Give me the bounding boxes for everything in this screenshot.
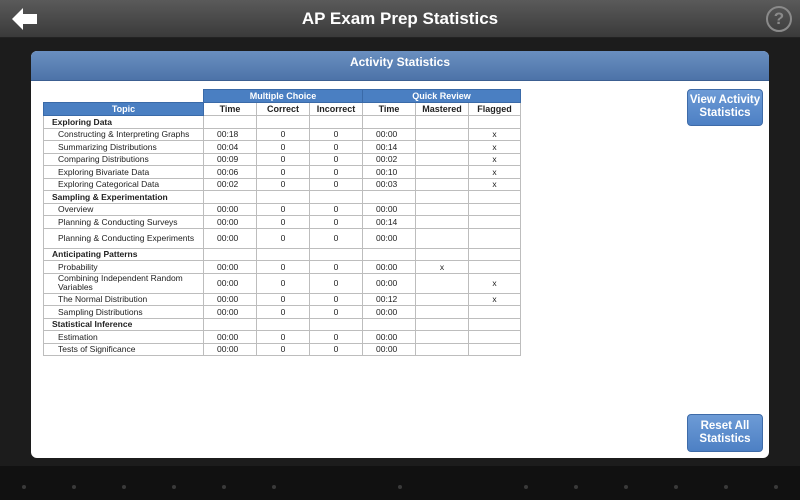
blank-cell bbox=[44, 90, 204, 103]
group-header-row bbox=[44, 90, 521, 103]
column-header-flagged: Flagged bbox=[469, 103, 521, 116]
nav-dot bbox=[674, 485, 678, 489]
section-title: Anticipating Patterns bbox=[44, 248, 204, 261]
incorrect-cell: 0 bbox=[310, 228, 363, 248]
table-row[interactable] bbox=[44, 128, 521, 141]
incorrect-cell: 0 bbox=[310, 261, 363, 274]
empty-cell bbox=[363, 191, 416, 204]
table-row[interactable] bbox=[44, 228, 521, 248]
nav-dot bbox=[774, 485, 778, 489]
reset-all-statistics-button[interactable]: Reset All Statistics bbox=[687, 414, 763, 452]
empty-cell bbox=[469, 248, 521, 261]
topic-cell: Probability bbox=[44, 261, 204, 274]
nav-dot bbox=[524, 485, 528, 489]
nav-dot bbox=[172, 485, 176, 489]
empty-cell bbox=[204, 191, 257, 204]
table-row[interactable] bbox=[44, 178, 521, 191]
empty-cell bbox=[363, 318, 416, 331]
statistics-table-container[interactable] bbox=[43, 89, 523, 365]
flagged-cell: x bbox=[469, 293, 521, 306]
incorrect-cell: 0 bbox=[310, 343, 363, 356]
mc-time-cell: 00:00 bbox=[204, 306, 257, 319]
topic-cell: Combining Independent Random Variables bbox=[44, 273, 204, 293]
mastered-cell bbox=[416, 141, 469, 154]
topic-cell: Overview bbox=[44, 203, 204, 216]
mastered-cell bbox=[416, 293, 469, 306]
column-header-mastered: Mastered bbox=[416, 103, 469, 116]
empty-cell bbox=[310, 116, 363, 129]
activity-statistics-panel bbox=[31, 51, 769, 458]
multiple-choice-header: Multiple Choice bbox=[204, 90, 363, 103]
mastered-cell bbox=[416, 128, 469, 141]
nav-dot bbox=[574, 485, 578, 489]
panel-title: Activity Statistics bbox=[349, 55, 451, 69]
help-icon[interactable]: ? bbox=[766, 6, 792, 32]
empty-cell bbox=[257, 248, 310, 261]
table-row[interactable] bbox=[44, 261, 521, 274]
qr-time-cell: 00:00 bbox=[363, 343, 416, 356]
section-row bbox=[44, 318, 521, 331]
view-activity-statistics-button[interactable]: View Activity Statistics bbox=[687, 89, 763, 126]
mc-time-cell: 00:00 bbox=[204, 331, 257, 344]
mastered-cell bbox=[416, 306, 469, 319]
empty-cell bbox=[416, 318, 469, 331]
topic-cell: Estimation bbox=[44, 331, 204, 344]
mc-time-cell: 00:00 bbox=[204, 261, 257, 274]
incorrect-cell: 0 bbox=[310, 216, 363, 229]
incorrect-cell: 0 bbox=[310, 166, 363, 179]
column-header-incorrect: Incorrect bbox=[310, 103, 363, 116]
mastered-cell: x bbox=[416, 261, 469, 274]
topic-cell: Planning & Conducting Experiments bbox=[44, 228, 204, 248]
mc-time-cell: 00:06 bbox=[204, 166, 257, 179]
incorrect-cell: 0 bbox=[310, 141, 363, 154]
flagged-cell: x bbox=[469, 273, 521, 293]
section-title: Exploring Data bbox=[44, 116, 204, 129]
incorrect-cell: 0 bbox=[310, 331, 363, 344]
mastered-cell bbox=[416, 178, 469, 191]
mc-time-cell: 00:00 bbox=[204, 343, 257, 356]
topic-cell: Comparing Distributions bbox=[44, 153, 204, 166]
mc-time-cell: 00:18 bbox=[204, 128, 257, 141]
flagged-cell bbox=[469, 261, 521, 274]
mc-time-cell: 00:04 bbox=[204, 141, 257, 154]
qr-time-cell: 00:10 bbox=[363, 166, 416, 179]
nav-dot bbox=[272, 485, 276, 489]
correct-cell: 0 bbox=[257, 216, 310, 229]
empty-cell bbox=[416, 248, 469, 261]
empty-cell bbox=[204, 248, 257, 261]
mc-time-cell: 00:00 bbox=[204, 273, 257, 293]
empty-cell bbox=[204, 318, 257, 331]
empty-cell bbox=[257, 191, 310, 204]
empty-cell bbox=[469, 318, 521, 331]
flagged-cell bbox=[469, 343, 521, 356]
section-title: Sampling & Experimentation bbox=[44, 191, 204, 204]
topic-cell: The Normal Distribution bbox=[44, 293, 204, 306]
flagged-cell bbox=[469, 228, 521, 248]
qr-time-cell: 00:14 bbox=[363, 216, 416, 229]
flagged-cell: x bbox=[469, 141, 521, 154]
title-bar bbox=[0, 0, 800, 38]
table-row[interactable] bbox=[44, 166, 521, 179]
flagged-cell bbox=[469, 216, 521, 229]
flagged-cell bbox=[469, 306, 521, 319]
mastered-cell bbox=[416, 216, 469, 229]
mc-time-cell: 00:02 bbox=[204, 178, 257, 191]
mastered-cell bbox=[416, 153, 469, 166]
section-title: Statistical Inference bbox=[44, 318, 204, 331]
flagged-cell: x bbox=[469, 166, 521, 179]
topic-cell: Exploring Categorical Data bbox=[44, 178, 204, 191]
mastered-cell bbox=[416, 228, 469, 248]
correct-cell: 0 bbox=[257, 153, 310, 166]
correct-cell: 0 bbox=[257, 343, 310, 356]
qr-time-cell: 00:02 bbox=[363, 153, 416, 166]
correct-cell: 0 bbox=[257, 203, 310, 216]
flagged-cell: x bbox=[469, 153, 521, 166]
incorrect-cell: 0 bbox=[310, 203, 363, 216]
flagged-cell bbox=[469, 203, 521, 216]
app-title: AP Exam Prep Statistics bbox=[301, 9, 499, 28]
incorrect-cell: 0 bbox=[310, 293, 363, 306]
column-header-row bbox=[44, 103, 521, 116]
mastered-cell bbox=[416, 166, 469, 179]
nav-dot bbox=[222, 485, 226, 489]
incorrect-cell: 0 bbox=[310, 273, 363, 293]
section-row bbox=[44, 248, 521, 261]
incorrect-cell: 0 bbox=[310, 153, 363, 166]
column-header-qr-time: Time bbox=[363, 103, 416, 116]
section-row bbox=[44, 116, 521, 129]
table-row[interactable] bbox=[44, 203, 521, 216]
table-row[interactable] bbox=[44, 306, 521, 319]
topic-cell: Tests of Significance bbox=[44, 343, 204, 356]
table-row[interactable] bbox=[44, 273, 521, 293]
topic-cell: Planning & Conducting Surveys bbox=[44, 216, 204, 229]
correct-cell: 0 bbox=[257, 166, 310, 179]
mc-time-cell: 00:00 bbox=[204, 228, 257, 248]
topic-cell: Constructing & Interpreting Graphs bbox=[44, 128, 204, 141]
qr-time-cell: 00:00 bbox=[363, 128, 416, 141]
empty-cell bbox=[257, 116, 310, 129]
flagged-cell bbox=[469, 331, 521, 344]
mastered-cell bbox=[416, 331, 469, 344]
table-row[interactable] bbox=[44, 293, 521, 306]
nav-dot bbox=[72, 485, 76, 489]
column-header-topic: Topic bbox=[44, 103, 204, 116]
incorrect-cell: 0 bbox=[310, 306, 363, 319]
section-row bbox=[44, 191, 521, 204]
mc-time-cell: 00:00 bbox=[204, 203, 257, 216]
empty-cell bbox=[310, 318, 363, 331]
empty-cell bbox=[363, 248, 416, 261]
panel-header bbox=[31, 51, 769, 81]
empty-cell bbox=[469, 191, 521, 204]
correct-cell: 0 bbox=[257, 141, 310, 154]
qr-time-cell: 00:14 bbox=[363, 141, 416, 154]
nav-dot bbox=[22, 485, 26, 489]
qr-time-cell: 00:00 bbox=[363, 331, 416, 344]
empty-cell bbox=[469, 116, 521, 129]
correct-cell: 0 bbox=[257, 128, 310, 141]
mastered-cell bbox=[416, 203, 469, 216]
qr-time-cell: 00:00 bbox=[363, 228, 416, 248]
mastered-cell bbox=[416, 343, 469, 356]
correct-cell: 0 bbox=[257, 306, 310, 319]
qr-time-cell: 00:00 bbox=[363, 273, 416, 293]
mc-time-cell: 00:00 bbox=[204, 216, 257, 229]
incorrect-cell: 0 bbox=[310, 178, 363, 191]
correct-cell: 0 bbox=[257, 178, 310, 191]
topic-cell: Summarizing Distributions bbox=[44, 141, 204, 154]
nav-dot bbox=[122, 485, 126, 489]
qr-time-cell: 00:00 bbox=[363, 203, 416, 216]
incorrect-cell: 0 bbox=[310, 128, 363, 141]
correct-cell: 0 bbox=[257, 293, 310, 306]
qr-time-cell: 00:12 bbox=[363, 293, 416, 306]
nav-dot bbox=[624, 485, 628, 489]
topic-cell: Exploring Bivariate Data bbox=[44, 166, 204, 179]
table-row[interactable] bbox=[44, 343, 521, 356]
mastered-cell bbox=[416, 273, 469, 293]
correct-cell: 0 bbox=[257, 228, 310, 248]
flagged-cell: x bbox=[469, 178, 521, 191]
system-bottom-bar bbox=[0, 466, 800, 500]
table-row[interactable] bbox=[44, 153, 521, 166]
column-header-mc-time: Time bbox=[204, 103, 257, 116]
correct-cell: 0 bbox=[257, 331, 310, 344]
empty-cell bbox=[363, 116, 416, 129]
qr-time-cell: 00:03 bbox=[363, 178, 416, 191]
empty-cell bbox=[416, 191, 469, 204]
qr-time-cell: 00:00 bbox=[363, 306, 416, 319]
correct-cell: 0 bbox=[257, 261, 310, 274]
column-header-correct: Correct bbox=[257, 103, 310, 116]
statistics-table-body bbox=[44, 116, 521, 356]
empty-cell bbox=[257, 318, 310, 331]
qr-time-cell: 00:00 bbox=[363, 261, 416, 274]
statistics-table bbox=[43, 89, 521, 356]
flagged-cell: x bbox=[469, 128, 521, 141]
table-row[interactable] bbox=[44, 216, 521, 229]
empty-cell bbox=[416, 116, 469, 129]
correct-cell: 0 bbox=[257, 273, 310, 293]
nav-dot bbox=[398, 485, 402, 489]
mc-time-cell: 00:09 bbox=[204, 153, 257, 166]
nav-dot bbox=[724, 485, 728, 489]
table-row[interactable] bbox=[44, 331, 521, 344]
mc-time-cell: 00:00 bbox=[204, 293, 257, 306]
empty-cell bbox=[310, 248, 363, 261]
table-row[interactable] bbox=[44, 141, 521, 154]
empty-cell bbox=[204, 116, 257, 129]
topic-cell: Sampling Distributions bbox=[44, 306, 204, 319]
quick-review-header: Quick Review bbox=[363, 90, 521, 103]
empty-cell bbox=[310, 191, 363, 204]
